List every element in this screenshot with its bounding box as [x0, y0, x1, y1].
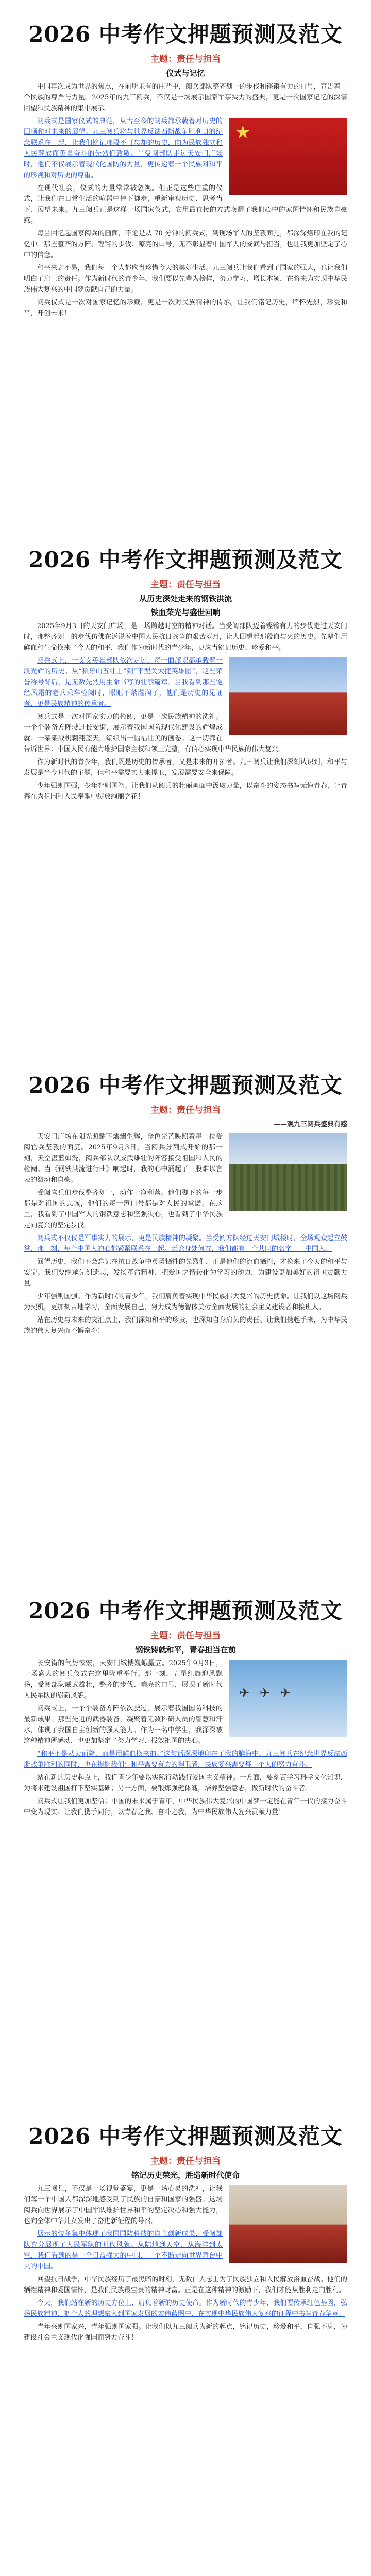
- theme-line: 主题：责任与担当: [150, 2156, 221, 2166]
- essay-subtitle-2: 铁血荣光与盛世回响: [150, 608, 221, 617]
- tiananmen-photo: [229, 657, 347, 735]
- paragraph: 青年兴则国家兴，青年强则国家强。让我们以九三阅兵为新的起点，铭记历史，珍爱和平，自强不息，为建设社会主义现代化强国而努力奋斗！: [24, 2323, 347, 2342]
- page-title: 2026 中考作文押题预测及范文: [28, 547, 343, 572]
- page-title: 2026 中考作文押题预测及范文: [28, 1073, 343, 1098]
- paragraph: 少年强则国强，少年智则国智。让我们从阅兵的壮丽画面中汲取力量，以奋斗的姿态书写无悔青春，让青春在为祖国和人民奉献中绽放绚丽之花！: [24, 782, 347, 801]
- essay-subtitle: 钢铁铸就和平，青春担当在前: [135, 1645, 236, 1654]
- essay-page-3: [0, 1051, 371, 1577]
- paragraph: 阅兵式上，一个个装备方阵依次驶过，展示着我国国防科技的最新成果。那些先进的武器装备，凝聚着无数科研人员的智慧和汗水，体现了我国自主创新的强大能力。作为一名中学生，我深深被这种精神所感动，也更加坚定了努力学习、报效祖国的决心。: [24, 1705, 223, 1745]
- theme-line: 主题：责任与担当: [150, 580, 221, 590]
- essay-subtitle: 铭记历史荣光，胜造新时代使命: [131, 2171, 240, 2180]
- paragraph: 展示的装备集中体现了我国国防科技的自主创新成果，受阅部队充分展现了人民军队的时代风貌。从陆地到天空，从海洋到太空，我们看到的是一个日益强大的中国，一个不断走向世界舞台中央的中国。: [24, 2230, 223, 2270]
- page-title: 2026 中考作文押题预测及范文: [28, 2124, 343, 2149]
- theme-line: 主题：责任与担当: [150, 1105, 221, 1115]
- paragraph: 回望抗日战争，中华民族经历了最黑暗的时刻，无数仁人志士为了民族独立和人民解放浴血奋战。他们的牺牲精神和爱国情怀，是我们民族最宝贵的精神财富。正是在这种精神的激励下，我们才能从胜利走向胜利。: [24, 2276, 347, 2294]
- essay-subtitle: 仪式与记忆: [166, 69, 205, 78]
- tiananmen-photo: [229, 2185, 347, 2263]
- paragraph: 受阅官兵们步伐整齐划一，动作干净利落。他们脚下的每一步都是对祖国的忠诚，他们的每一声口号都是对人民的承诺。在这里，我看到了中国军人的钢铁意志和坚强决心，也看到了中华民族走向复兴的坚定步伐。: [24, 1189, 223, 1229]
- essay-tagline: ——观九三阅兵盛典有感: [273, 1121, 347, 1128]
- essay-page-4: [0, 1577, 371, 2102]
- paragraph: 站在新的历史起点上，我们青少年要以实际行动践行爱国主义精神。一方面，要刻苦学习科学文化知识，为将来建设祖国打下坚实基础；另一方面，要锻炼强健体魄，培养坚强意志，做新时代的奋斗者。: [24, 1774, 347, 1792]
- paragraph: 2025年9月3日的天安门广场，是一场跨越时空的精神对话。当受阅部队迈着铿锵有力的步伐走过天安门时，那整齐划一的步伐仿佛在诉说着中国人民抗日战争的艰苦岁月，让人回想起那段血与火的历史。先辈们用鲜血和生命换来了今天的和平，我们作为新时代的青少年，更应当铭记历史、珍爱和平。: [24, 622, 347, 652]
- paragraph: 阅兵式不仅仅是军事实力的展示，更是民族精神的凝聚。当受阅方队经过天安门城楼时，全场观众起立鼓掌，那一刻，每个中国人的心都紧紧联系在一起。无论身处何方，我们都有一个共同的名字——中国人。: [24, 1234, 347, 1253]
- paragraph: 在现代社会，仪式的力量常常被忽视。但正是这些庄重的仪式，让我们在日常生活的喧嚣中停下脚步，重新审视历史、思考当下、展望未来。九三阅兵正是这样一场国家仪式，它用最直接的方式唤醒了我们心中的家国情怀和民族自豪感。: [24, 184, 347, 225]
- paragraph: 阅兵仪式是一次对国家记忆的珍藏，更是一次对民族精神的传承。让我们铭记历史，缅怀先烈，珍爱和平，开创未来！: [24, 299, 347, 317]
- page-title: 2026 中考作文押题预测及范文: [28, 1598, 343, 1623]
- jets-photo: [229, 1660, 347, 1737]
- parade-photo: [229, 1133, 347, 1211]
- paragraph: 今天，我们站在新的历史方位上，肩负着新的历史使命。作为新时代的青少年，我们要传承红色基因，弘扬民族精神，把个人的理想融入到国家发展的宏伟蓝图中，在实现中华民族伟大复兴的征程中书写青春华章。: [24, 2299, 347, 2318]
- essay-subtitle: 从历史深处走来的钢铁洪流: [139, 594, 232, 603]
- paragraph: 阅兵式是国家仪式的典范，从古至今的阅兵都承载着对历史的回顾和对未来的展望。九三阅兵将与世界反法西斯战争胜利日的纪念联系在一起，让我们铭记那段不可忘却的历史，向为民族独立和人民解放而英勇奋斗的先烈们致敬。当受阅部队走过天安门广场时，他们不仅展示着现代化国防的力量，更传递着一个民族对和平的珍视和对历史的尊重。: [24, 117, 223, 179]
- page-title: 2026 中考作文押题预测及范文: [28, 22, 343, 47]
- paragraph: 每当回忆起国家阅兵的画面，不论是从 70 分钟的阅兵式，到现场军人的坚毅面孔，都深深烙印在我的记忆中。那些整齐的方阵、铿锵的步伐、嘹亮的口号，无不彰显着中国军人的威武与担当，也让我更加坚定了心中的信念。: [24, 230, 347, 259]
- paragraph: 回望历史，我们不会忘记在抗日战争中英勇牺牲的先烈们，正是他们的流血牺牲，才换来了今天的和平与安宁。我们要继承先烈遗志，发扬革命精神，把爱国之情转化为学习的动力，为建设更加美好的祖国贡献力量。: [24, 1258, 347, 1287]
- essay-page-1: [0, 0, 371, 526]
- essay-page-5: [0, 2102, 371, 2576]
- paragraph: 中国再次成为世界的焦点，在前所未有的庄严中，阅兵部队整齐划一的步伐和铿锵有力的口号，宣告着一个民族的尊严与力量。2025年的九三阅兵，不仅是一场展示国家军事实力的盛典，更是一次国家记忆的深情回望和民族精神的集中展示。: [24, 83, 347, 112]
- paragraph: 站在历史与未来的交汇点上，我们深知和平的珍贵，也深知自身肩负的责任。让我们携起手来，为中华民族的伟大复兴而不懈奋斗！: [24, 1316, 347, 1335]
- paragraph: 长安街的气势恢宏，天安门城楼巍峨矗立。2025年9月3日，一场盛大的阅兵仪式在这里隆重举行。那一刻，五星红旗迎风飘扬，受阅部队威武雄壮，整齐的步伐、响亮的口号，展现了新时代人民军队的崭新风貌。: [24, 1659, 223, 1700]
- paragraph: 少年强则国强。作为新时代的青少年，我们肩负着实现中华民族伟大复兴的历史使命。让我们以这场阅兵为契机，更加刻苦地学习，全面发展自己，努力成为德智体美劳全面发展的社会主义建设者和接班人。: [24, 1293, 347, 1311]
- paragraph: 阅兵式是一次对国家实力的检阅，更是一次民族精神的洗礼。一个个装备方阵驶过长安街，展示着我国国防现代化建设的辉煌成就；一架架战机翱翔蓝天，编织出一幅幅壮美的画卷。这一切都在告诉世界：中国人民有能力维护国家主权和领土完整，有信心实现中华民族的伟大复兴。: [24, 713, 285, 753]
- paragraph: 阅兵式让我们更加坚信：中国的未来属于青年，中华民族伟大复兴的中国梦一定能在青年一代的接力奋斗中变为现实。让我们携手同行，以青春之我、奋斗之我，为中华民族伟大复兴贡献力量！: [24, 1798, 347, 1816]
- paragraph: 阅兵式上，一支支英雄部队依次走过，每一面旗帜都承载着一段光辉的历史。从“狼牙山五壮士”到“平型关大捷英雄团”，这些荣誉称号背后，是无数先烈用生命书写的壮丽篇章。当我看到那些饱经风霜的老兵乘车检阅时，眼眶不禁湿润了，他们是历史的见证者，更是民族精神的传承者。: [24, 657, 223, 708]
- paragraph: 和平来之不易，我们每一个人都应当珍惜今天的美好生活。九三阅兵让我们看到了国家的强大，也让我们明白了肩上的责任。作为新时代的青少年，我们要以先辈为榜样，努力学习，增长本领，在将来为实现中华民族伟大复兴的中国梦贡献自己的力量。: [24, 264, 347, 294]
- paragraph: “和平不是从天而降，而是用鲜血换来的。”这句话深深地印在了我的脑海中。九三阅兵在纪念世界反法西斯战争胜利的同时，也在提醒我们：和平需要有力的捍卫者，民族复兴需要每一个人的努力奋斗。: [24, 1750, 347, 1769]
- paragraph: 作为新时代的青少年，我们既是历史的传承者，又是未来的开拓者。九三阅兵让我们深刻认识到，和平与发展是当今时代的主题，但和平需要实力来捍卫，发展需要安全来保障。: [24, 758, 347, 777]
- essay-page-2: [0, 526, 371, 1051]
- paragraph: 九三阅兵，不仅是一场视觉盛宴，更是一场心灵的洗礼，让我们每一个中国人都深深地感受到了民族的自豪和国家的强盛。这场阅兵向世界展示了中国军队维护世界和平的坚定决心和强大能力，也向全体中华儿女发出了奋进新征程的号召。: [24, 2185, 223, 2225]
- theme-line: 主题：责任与担当: [150, 1631, 221, 1641]
- paragraph: 天安门广场在阳光照耀下熠熠生辉，金色光芒映照着每一位受阅官兵坚毅的面庞。2025年9月3日，当阅兵分列式开始的那一刻，天空湛蓝如洗，阅兵部队以威武雄壮的阵容接受祖国和人民的检阅。当《钢铁洪流进行曲》响起时，我的心中涌起了一股难以言表的激动和自豪。: [24, 1133, 223, 1184]
- theme-line: 主题：责任与担当: [150, 54, 221, 64]
- flag-photo: [229, 118, 347, 195]
